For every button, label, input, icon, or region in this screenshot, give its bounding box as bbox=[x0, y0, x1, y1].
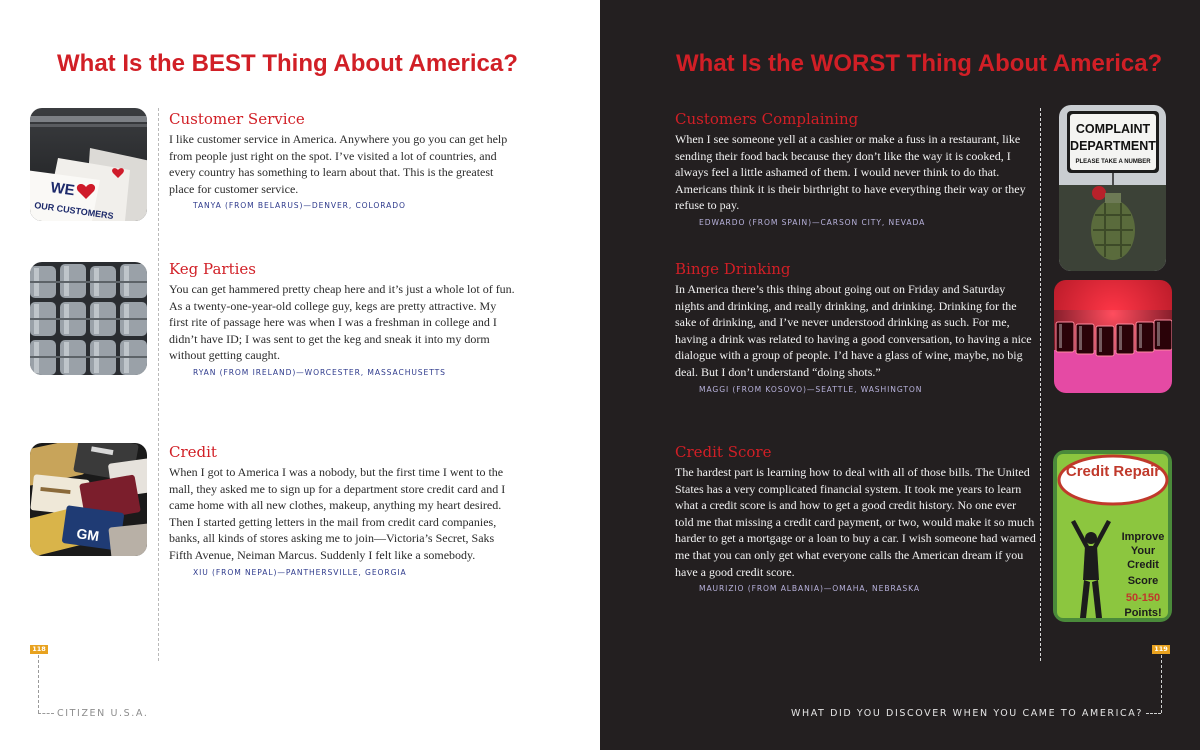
photo-card-text: GM bbox=[75, 525, 101, 545]
entry-title: Binge Drinking bbox=[675, 260, 791, 278]
photo-sign-line: Score bbox=[1127, 575, 1159, 587]
entry-credit-score bbox=[675, 443, 1037, 593]
entry-body: You can get hammered pretty cheap here and it’s just a whole lot of fun. As a twenty-one-year-old college guy, kegs are pretty attractive. My first rite of passage here was when I was a freshman in college and I didn’t have ID; I was sent to get the keg and sneak it into my dorm without getting caught. bbox=[169, 282, 515, 363]
entry-credit bbox=[169, 443, 519, 577]
running-footer: WHAT DID YOU DISCOVER WHEN YOU CAME TO AMERICA? bbox=[790, 708, 1143, 719]
entry-binge-drinking bbox=[675, 260, 1035, 394]
customer-service-photo bbox=[30, 108, 147, 221]
photo-sign-line: PLEASE TAKE A NUMBER bbox=[1075, 159, 1151, 165]
right-page-heading: What Is the WORST Thing About America? bbox=[676, 50, 1163, 77]
footer-leader-horizontal bbox=[38, 713, 54, 714]
running-footer: CITIZEN U.S.A. bbox=[57, 708, 149, 719]
footer-leader-horizontal bbox=[1146, 713, 1161, 714]
photo-sign-title: Credit Repair bbox=[1065, 463, 1161, 480]
entry-title: Customers Complaining bbox=[675, 110, 859, 128]
entry-customer-service bbox=[169, 110, 509, 210]
credit-cards-photo bbox=[30, 443, 147, 556]
page-number: 119 bbox=[1152, 645, 1170, 654]
left-page-heading: What Is the BEST Thing About America? bbox=[57, 50, 518, 77]
photo-sign-line: Your bbox=[1130, 545, 1156, 557]
entry-attribution: RYAN (FROM IRELAND)—WORCESTER, MASSACHUSETTS bbox=[193, 367, 446, 377]
photo-sign-line: Credit bbox=[1127, 559, 1159, 571]
photo-sign-line: DEPARTMENT bbox=[1070, 139, 1156, 153]
photo-sign-line: Points! bbox=[1124, 607, 1162, 619]
entry-attribution: MAGGI (FROM KOSOVO)—SEATTLE, WASHINGTON bbox=[699, 384, 923, 394]
entry-body: The hardest part is learning how to deal with all of those bills. The United States has a very complicated financial system. It took me years to learn what a credit score is and how to get a good credit history. No one ever told me that missing a credit card payment, or two, would make it so much harder to get a mortgage or a loan to buy a car. I wish someone had warned me that you can only get what everyone calls the American dream if you have a good credit score. bbox=[675, 465, 1036, 579]
photo-sign-line: 50-150 bbox=[1125, 592, 1161, 604]
right-page bbox=[600, 0, 1200, 750]
entry-attribution: MAURIZIO (FROM ALBANIA)—OMAHA, NEBRASKA bbox=[699, 584, 920, 594]
photo-sign-we: WE bbox=[49, 179, 76, 200]
vertical-dashed-divider bbox=[1040, 108, 1041, 661]
entry-attribution: TANYA (FROM BELARUS)—DENVER, COLORADO bbox=[193, 201, 406, 211]
entry-attribution: XIU (FROM NEPAL)—PANTHERSVILLE, GEORGIA bbox=[193, 567, 407, 577]
entry-body: When I see someone yell at a cashier or make a fuss in a restaurant, like sending their food back because they don’t like the way it is cooked, I always feel a little ashamed of them. I would never think to do that. Americans think it is their birthright to have everything their way or they refuse to pay. bbox=[675, 132, 1026, 213]
kegs-photo bbox=[30, 262, 147, 375]
photo-sign-line: COMPLAINT bbox=[1075, 122, 1151, 136]
credit-repair-photo bbox=[1053, 450, 1172, 622]
entry-customers-complaining bbox=[675, 110, 1035, 227]
page-number: 118 bbox=[30, 645, 48, 654]
photo-sign-line: Improve bbox=[1121, 531, 1165, 543]
entry-title: Credit Score bbox=[675, 443, 772, 461]
footer-leader-vertical bbox=[38, 655, 39, 713]
footer-leader-vertical bbox=[1161, 655, 1162, 713]
entry-attribution: EDWARDO (FROM SPAIN)—CARSON CITY, NEVADA bbox=[699, 217, 926, 227]
vertical-dashed-divider bbox=[158, 108, 159, 661]
entry-title: Customer Service bbox=[169, 110, 305, 128]
complaint-department-photo bbox=[1059, 105, 1166, 271]
shot-glasses-photo bbox=[1054, 280, 1172, 393]
entry-body: I like customer service in America. Anywhere you go you can get help from people just right on the spot. I’ve visited a lot of countries, and every country has something to learn about that. This is the greatest place for customer service. bbox=[169, 132, 508, 196]
entry-title: Keg Parties bbox=[169, 260, 256, 278]
entry-body: In America there’s this thing about going out on Friday and Saturday nights and drinking, and really drinking, and drinking. Drinking for the sake of drinking, and I’ve never understood drinking as such. For me, having a drink was related to having a good conversation, to having a nice dialogue with a group of people. I’d have a glass of wine, maybe, no big deal. But I don’t understand “doing shots.” bbox=[675, 282, 1032, 379]
svg-text:OUR CUSTOMERS: OUR CUSTOMERS bbox=[33, 200, 115, 221]
entry-title: Credit bbox=[169, 443, 217, 461]
entry-keg-parties bbox=[169, 260, 517, 377]
entry-body: When I got to America I was a nobody, but the first time I went to the mall, they asked me to sign up for a department store credit card and I came home with all new clothes, makeup, anything my heart desired. Then I started getting letters in the mail from credit card companies, banks, all kinds of stores asking me to join—Victoria’s Secret, Saks Fifth Avenue, Neiman Marcus. Suddenly I felt like a somebody. bbox=[169, 465, 506, 562]
